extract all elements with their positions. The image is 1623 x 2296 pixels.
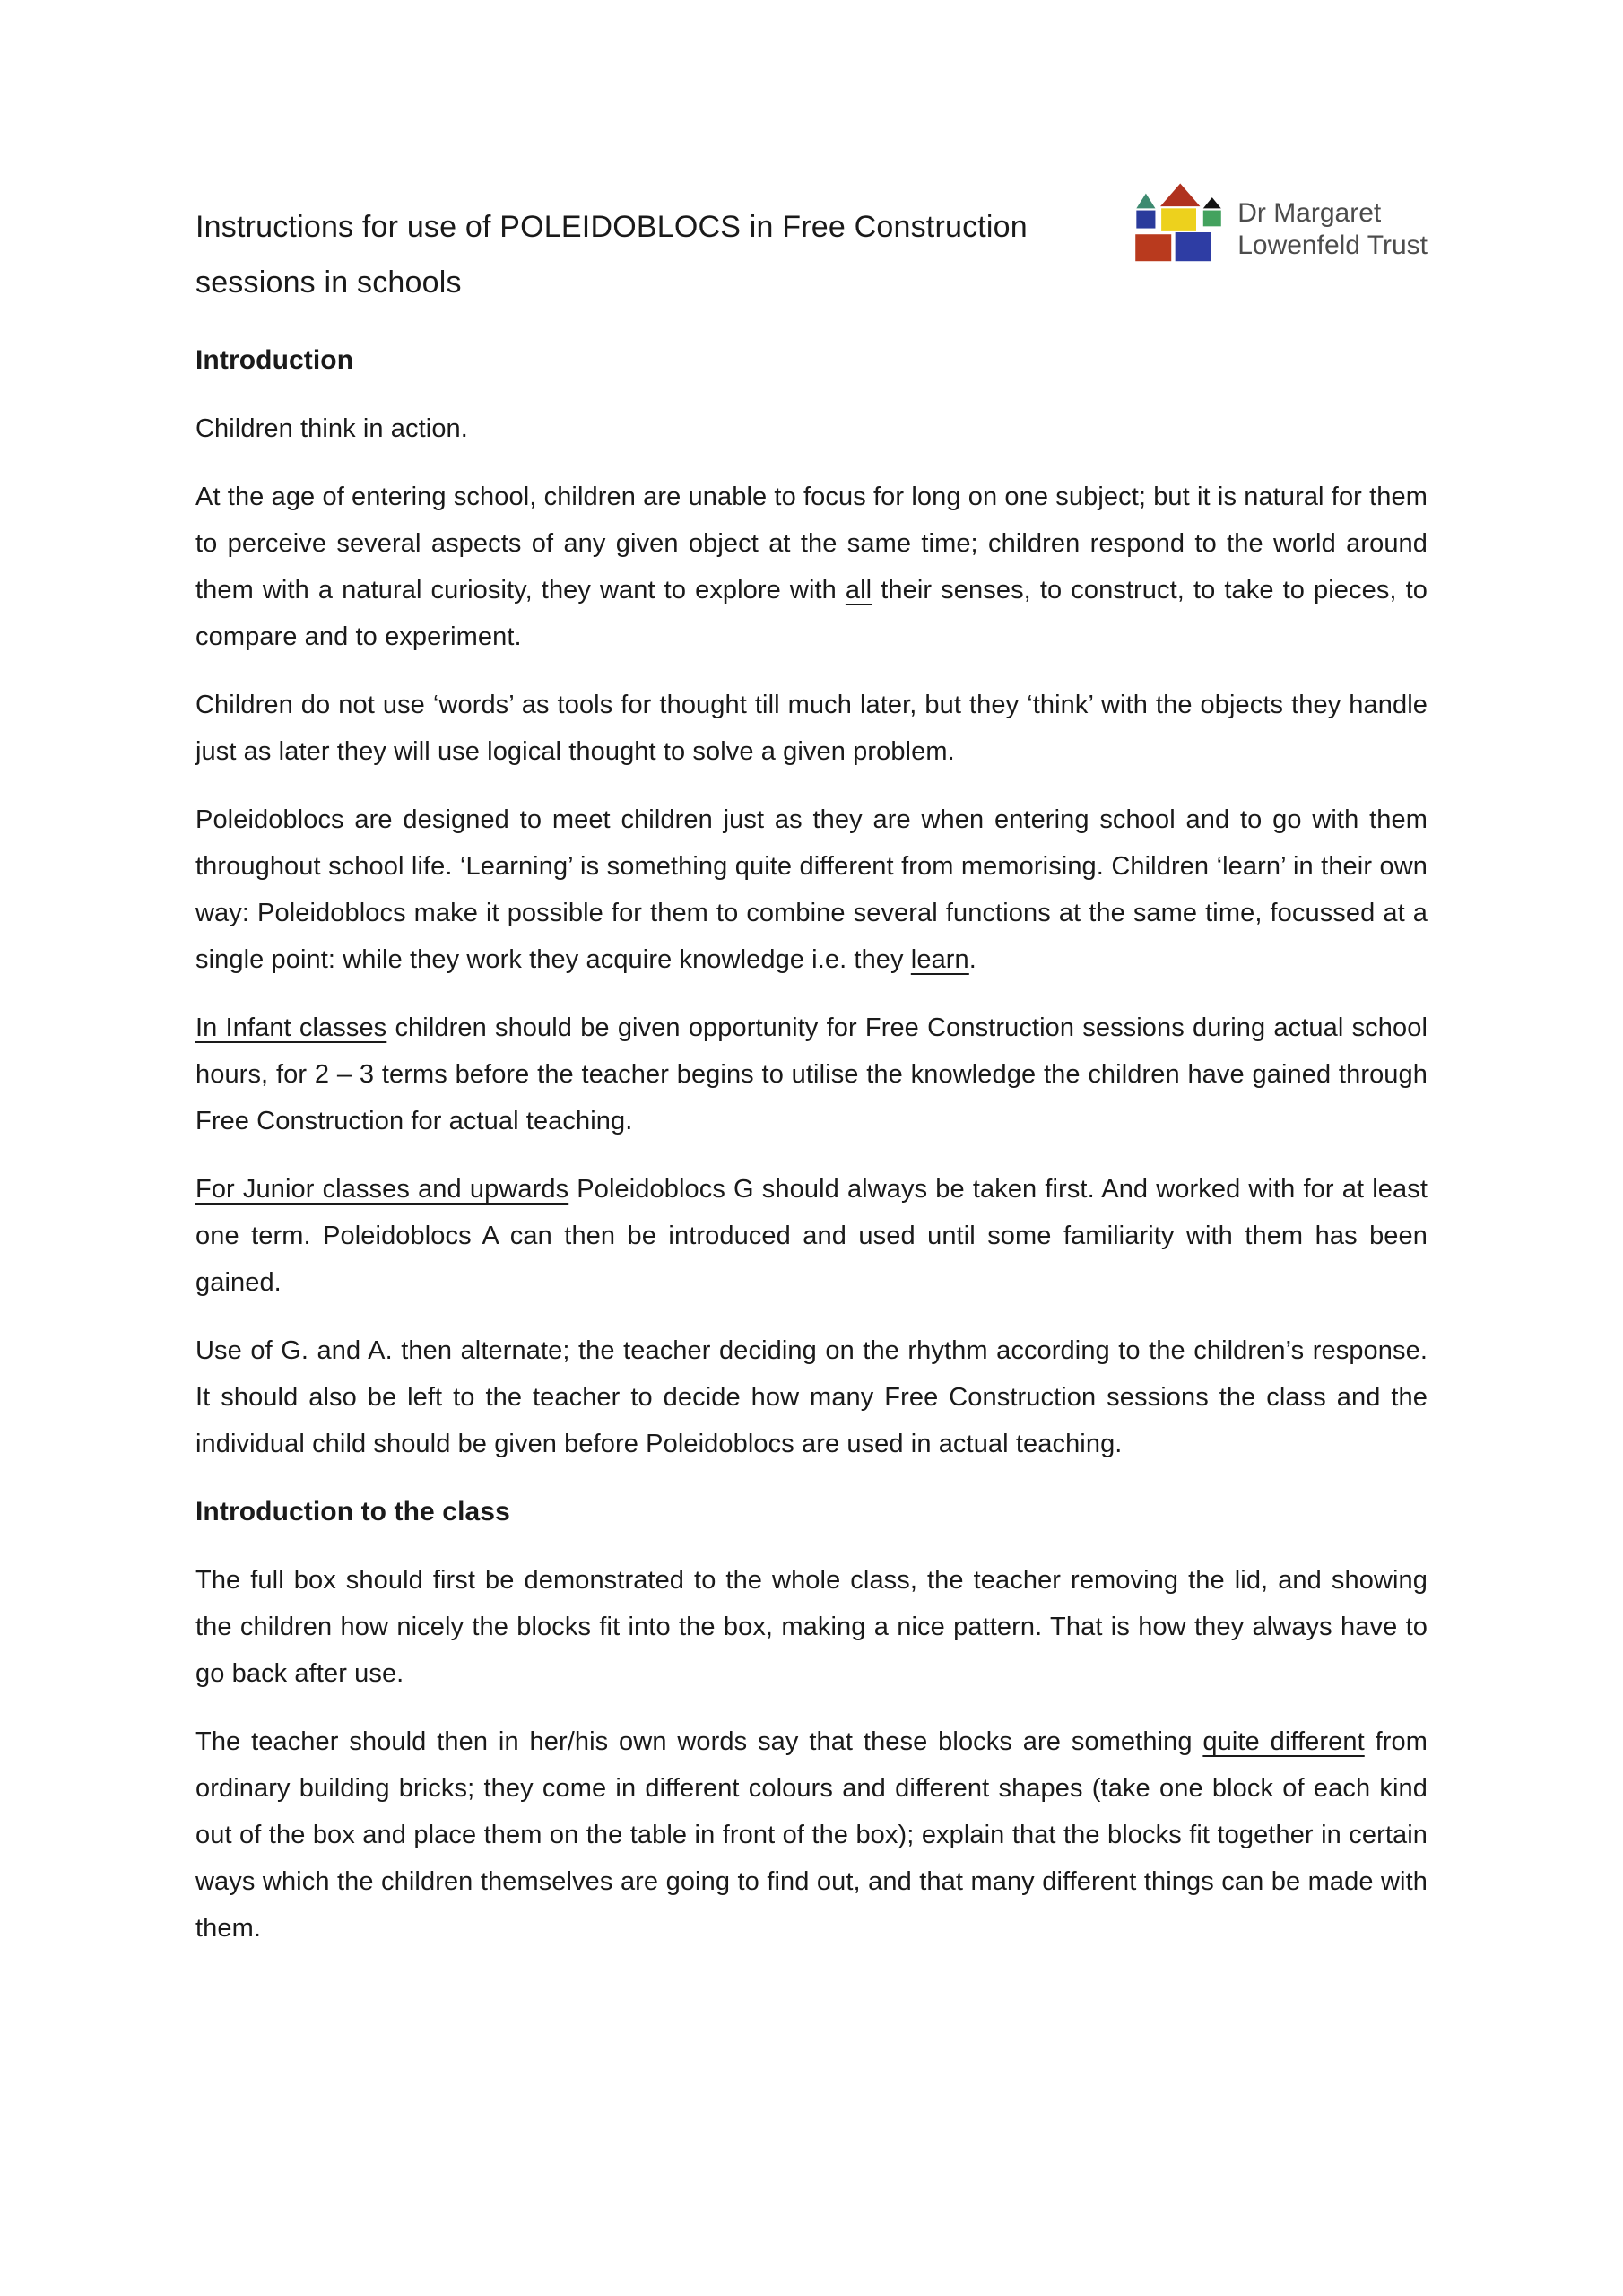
paragraph [195,796,1428,983]
page-title: Instructions for use of POLEIDOBLOCS in Free Construction sessions in schools [195,210,1028,300]
paragraph [195,682,1428,775]
text-run: At the age of entering school, children are unable to focus for long on one subject; but it is natural for them to perceive several aspects of any given object at the same time; children respond to the world around them with a natural curiosity, they want to explore with [195,483,1428,604]
yellow-square [1161,208,1196,231]
text-run: Poleidoblocs are designed to meet children just as they are when entering school and to go with them throughout school life. ‘Learning’ is something quite different from memorising. Children ‘learn’ in their own way: Poleidoblocs make it possible for them to combine several functions at the same time, focussed at a single point: while they work they acquire knowledge i.e. they [195,805,1428,974]
text-run: their senses, to construct, to take to pieces, to compare and to experiment. [195,576,1428,651]
text-run: Children do not use ‘words’ as tools for thought till much later, but they ‘think’ with the objects they handle just as later they will use logical thought to solve a given problem. [195,691,1428,766]
dr-margaret-lowenfeld-trust-logo [1133,183,1428,264]
paragraph [195,1327,1428,1467]
text-run: Introduction to the class [195,1497,510,1526]
text-run: Use of G. and A. then alternate; the teacher deciding on the rhythm according to the children’s response. It should also be left to the teacher to decide how many Free Construction sessions the class and the individual child should be given before Poleidoblocs are used in actual teaching. [195,1336,1428,1458]
logo-text-line1: Dr Margaret [1237,198,1382,228]
logo-text-line2: Lowenfeld Trust [1237,230,1428,260]
text-run: . [968,945,976,974]
text-run: Children think in action. [195,414,468,443]
text-run: Poleidoblocs G should always be taken first. And worked with for at least one term. Poleidoblocs A can then be introduced and used until some familiarity with them has been gained. [195,1175,1428,1297]
document-header [195,199,1428,310]
blue-small-square [1137,211,1156,229]
blue-large-square [1176,232,1211,261]
paragraph [195,1557,1428,1697]
section-heading [195,1489,1428,1535]
underlined-text: quite different [1202,1727,1365,1756]
underlined-text: learn [910,945,969,974]
document-body [195,337,1428,1952]
building-blocks-logo-icon [1133,183,1223,264]
logo-text [1237,183,1428,262]
paragraph [195,1004,1428,1144]
paragraph [195,1718,1428,1952]
underlined-text: all [845,576,872,604]
underlined-text: In Infant classes [195,1013,387,1042]
text-run: children should be given opportunity for Free Construction sessions during actual school hours, for 2 – 3 terms before the teacher begins to utilise the knowledge the children have gained through Free Construction for actual teaching. [195,1013,1428,1135]
section-heading [195,337,1428,384]
text-run: The full box should first be demonstrated to the whole class, the teacher removing the lid, and showing the children how nicely the blocks fit into the box, making a nice pattern. That is how they always have to go back after use. [195,1566,1428,1688]
red-large-square [1135,234,1171,261]
red-roof-triangle [1160,184,1200,207]
paragraph [195,1166,1428,1306]
text-run: from ordinary building bricks; they come in different colours and different shapes (take one block of each kind out of the box and place them on the table in front of the box); explain that the blocks fit together in certain ways which the children themselves are going to find out, and that many different things can be made with them. [195,1727,1428,1943]
text-run: Introduction [195,345,354,375]
black-roof-triangle [1203,197,1221,208]
text-run: The teacher should then in her/his own words say that these blocks are something [195,1727,1203,1756]
green-small-square [1203,211,1221,227]
green-roof-triangle [1137,194,1156,209]
paragraph [195,474,1428,660]
underlined-text: For Junior classes and upwards [195,1175,569,1204]
paragraph [195,405,1428,452]
